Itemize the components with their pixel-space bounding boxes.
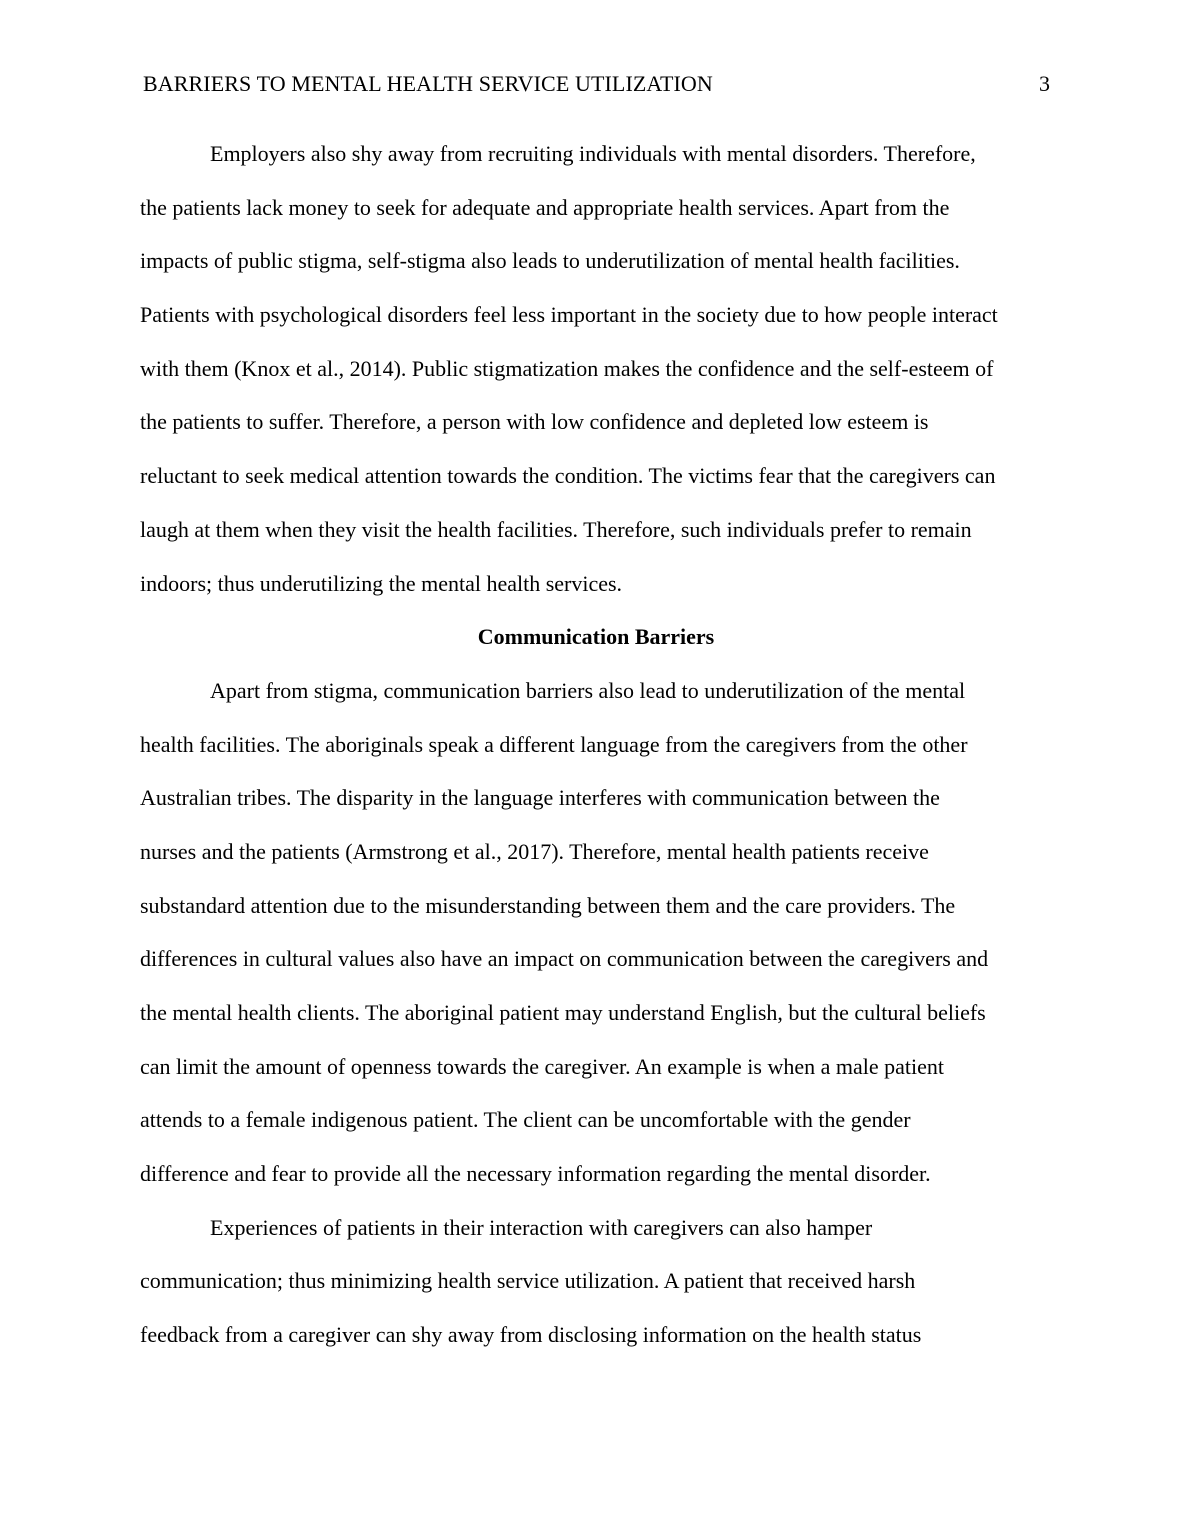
text-line: laugh at them when they visit the health facilities. Therefore, such individuals prefer to remain (140, 516, 972, 542)
text-line: the mental health clients. The aboriginal patient may understand English, but the cultural beliefs (140, 1000, 986, 1025)
text-line: substandard attention due to the misunderstanding between them and the care providers. The (140, 892, 956, 918)
text-line: impacts of public stigma, self-stigma also leads to underutilization of mental health facilities. (140, 248, 960, 274)
text-line: nurses and the patients (Armstrong et al., 2017). Therefore, mental health patients receive (140, 838, 929, 864)
section-heading: Communication Barriers (477, 624, 715, 650)
text-line: Employers also shy away from recruiting individuals with mental disorders. Therefore, (210, 141, 976, 166)
text-line: Australian tribes. The disparity in the language interferes with communication between the (140, 785, 940, 811)
text-line: health facilities. The aboriginals speak a different language from the caregivers from the other (140, 731, 968, 757)
paragraph (140, 127, 1052, 610)
text-line: Apart from stigma, communication barriers also lead to underutilization of the mental (210, 677, 966, 703)
text-line: feedback from a caregiver can shy away from disclosing information on the health status (140, 1322, 922, 1348)
text-line: the patients to suffer. Therefore, a person with low confidence and depleted low esteem is (140, 409, 929, 435)
text-line: indoors; thus underutilizing the mental health services. (140, 570, 623, 596)
page-number: 3 (1039, 71, 1050, 96)
text-line: Patients with psychological disorders feel less important in the society due to how people interact (140, 302, 998, 328)
text-line: the patients lack money to seek for adequate and appropriate health services. Apart from the (140, 194, 950, 220)
text-line: differences in cultural values also have an impact on communication between the caregivers and (140, 946, 989, 972)
text-line: Experiences of patients in their interaction with caregivers can also hamper (210, 1214, 873, 1240)
text-line: communication; thus minimizing health service utilization. A patient that received harsh (140, 1268, 916, 1294)
text-line: can limit the amount of openness towards the caregiver. An example is when a male patient (140, 1053, 944, 1079)
text-line: with them (Knox et al., 2014). Public stigmatization makes the confidence and the self-esteem of (140, 355, 994, 381)
text-line: difference and fear to provide all the necessary information regarding the mental disorder. (140, 1161, 931, 1187)
body-text (140, 127, 1052, 1362)
running-head: BARRIERS TO MENTAL HEALTH SERVICE UTILIZATION (143, 71, 713, 96)
paragraph (140, 1201, 1052, 1362)
paragraph (140, 664, 1052, 1201)
text-line: reluctant to seek medical attention towards the condition. The victims fear that the caregivers can (140, 463, 996, 489)
text-line: attends to a female indigenous patient. The client can be uncomfortable with the gender (140, 1107, 911, 1133)
